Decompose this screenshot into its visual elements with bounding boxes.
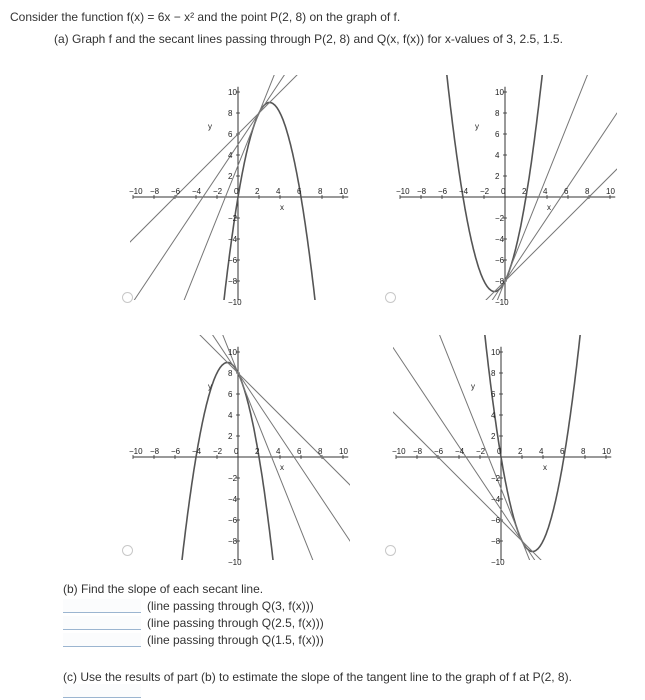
graph-option-4: [392, 335, 613, 567]
slope-row-3: [63, 632, 324, 648]
x-axis-label: x: [280, 203, 284, 212]
y-tick-label: 4: [228, 411, 233, 420]
y-tick-label: 10: [491, 348, 500, 357]
y-tick-label: 4: [491, 411, 496, 420]
slope-input-1[interactable]: [63, 599, 141, 613]
x-tick-label: −6: [438, 187, 448, 196]
parabola-curve: [480, 289, 585, 552]
x-tick-label: −4: [192, 447, 202, 456]
x-tick-label: 10: [339, 187, 348, 196]
y-tick-label: 2: [228, 172, 233, 181]
y-tick-label: 8: [491, 369, 496, 378]
y-tick-label: −4: [228, 235, 238, 244]
y-tick-label: 8: [228, 109, 233, 118]
x-tick-label: 4: [276, 187, 281, 196]
x-tick-label: −10: [392, 447, 406, 456]
x-tick-label: 0: [234, 187, 239, 196]
x-tick-label: −2: [213, 447, 223, 456]
y-tick-label: 6: [228, 130, 233, 139]
x-tick-label: −10: [129, 187, 143, 196]
y-tick-label: 4: [495, 151, 500, 160]
y-tick-label: −6: [495, 256, 505, 265]
x-tick-label: 8: [318, 447, 323, 456]
slope-label-1: (line passing through Q(3, f(x))): [147, 599, 314, 613]
slope-input-2[interactable]: [63, 616, 141, 630]
y-tick-label: −4: [228, 495, 238, 504]
slope-label-3: (line passing through Q(1.5, f(x))): [147, 633, 324, 647]
problem-intro: Consider the function f(x) = 6x − x² and the point P(2, 8) on the graph of f.: [10, 10, 401, 24]
graph-option-2-radio[interactable]: [385, 292, 396, 303]
y-tick-label: 6: [228, 390, 233, 399]
slope-input-3[interactable]: [63, 633, 141, 647]
x-tick-label: −4: [192, 187, 202, 196]
x-tick-label: −10: [129, 447, 143, 456]
y-axis-label: y: [475, 121, 479, 131]
x-axis-label: x: [547, 203, 551, 212]
graph-option-2: [396, 75, 617, 307]
x-tick-label: −2: [476, 447, 486, 456]
x-tick-label: 6: [560, 447, 565, 456]
x-tick-label: 6: [564, 187, 569, 196]
y-tick-label: 8: [228, 369, 233, 378]
y-tick-label: −8: [228, 537, 238, 546]
x-tick-label: 4: [539, 447, 544, 456]
y-axis-label: y: [208, 121, 212, 131]
slope-row-1: [63, 598, 314, 614]
x-tick-label: −8: [417, 187, 427, 196]
x-tick-label: −2: [480, 187, 490, 196]
y-axis-label: y: [471, 381, 475, 391]
y-tick-label: −8: [491, 537, 501, 546]
x-tick-label: 10: [606, 187, 615, 196]
y-tick-label: −6: [228, 256, 238, 265]
x-tick-label: 8: [585, 187, 590, 196]
tangent-slope-input[interactable]: [63, 684, 141, 698]
x-axis-label: x: [543, 463, 547, 472]
y-tick-label: 2: [495, 172, 500, 181]
y-tick-label: −8: [228, 277, 238, 286]
x-tick-label: 2: [255, 187, 260, 196]
y-tick-label: −10: [495, 298, 509, 307]
y-tick-label: 4: [228, 151, 233, 160]
x-axis-label: x: [280, 463, 284, 472]
x-tick-label: 10: [339, 447, 348, 456]
part-c-prompt: (c) Use the results of part (b) to estimate the slope of the tangent line to the graph of f at P(2, 8).: [63, 670, 572, 684]
x-tick-label: −6: [171, 187, 181, 196]
y-tick-label: −2: [495, 214, 505, 223]
y-tick-label: −10: [228, 558, 242, 567]
x-tick-label: −4: [455, 447, 465, 456]
x-tick-label: 0: [497, 447, 502, 456]
y-tick-label: 8: [495, 109, 500, 118]
x-tick-label: −4: [459, 187, 469, 196]
x-tick-label: −8: [150, 187, 160, 196]
parabola-curve: [217, 103, 322, 366]
part-a-prompt: (a) Graph f and the secant lines passing through P(2, 8) and Q(x, f(x)) for x-values of 3, 2.5, 1.5.: [54, 32, 563, 46]
y-tick-label: 6: [491, 390, 496, 399]
x-tick-label: 6: [297, 447, 302, 456]
y-tick-label: −10: [228, 298, 242, 307]
y-tick-label: −8: [495, 277, 505, 286]
y-tick-label: −2: [228, 214, 238, 223]
x-tick-label: −8: [413, 447, 423, 456]
x-tick-label: 0: [501, 187, 506, 196]
x-tick-label: 8: [318, 187, 323, 196]
slope-row-2: [63, 615, 324, 631]
part-b-prompt: (b) Find the slope of each secant line.: [63, 582, 264, 596]
y-tick-label: −4: [495, 235, 505, 244]
graph-option-1: [129, 75, 350, 307]
x-tick-label: −2: [213, 187, 223, 196]
y-tick-label: −6: [228, 516, 238, 525]
y-tick-label: −6: [491, 516, 501, 525]
x-tick-label: 8: [581, 447, 586, 456]
x-tick-label: 2: [518, 447, 523, 456]
y-axis-label: y: [208, 381, 212, 391]
y-tick-label: 6: [495, 130, 500, 139]
y-tick-label: 2: [228, 432, 233, 441]
x-tick-label: 4: [543, 187, 548, 196]
x-tick-label: −6: [434, 447, 444, 456]
y-tick-label: −2: [491, 474, 501, 483]
slope-label-2: (line passing through Q(2.5, f(x))): [147, 616, 324, 630]
y-tick-label: 10: [228, 348, 237, 357]
x-tick-label: 2: [255, 447, 260, 456]
y-tick-label: −4: [491, 495, 501, 504]
y-tick-label: −10: [491, 558, 505, 567]
x-tick-label: 10: [602, 447, 611, 456]
x-tick-label: −6: [171, 447, 181, 456]
x-tick-label: 4: [276, 447, 281, 456]
y-tick-label: 10: [228, 88, 237, 97]
y-tick-label: −2: [228, 474, 238, 483]
x-tick-label: 6: [297, 187, 302, 196]
x-tick-label: −10: [396, 187, 410, 196]
graph-option-3: [129, 335, 350, 567]
y-tick-label: 2: [491, 432, 496, 441]
x-tick-label: 0: [234, 447, 239, 456]
parabola-curve: [442, 29, 547, 292]
x-tick-label: 2: [522, 187, 527, 196]
x-tick-label: −8: [150, 447, 160, 456]
secant-line: [133, 268, 385, 520]
y-tick-label: 10: [495, 88, 504, 97]
